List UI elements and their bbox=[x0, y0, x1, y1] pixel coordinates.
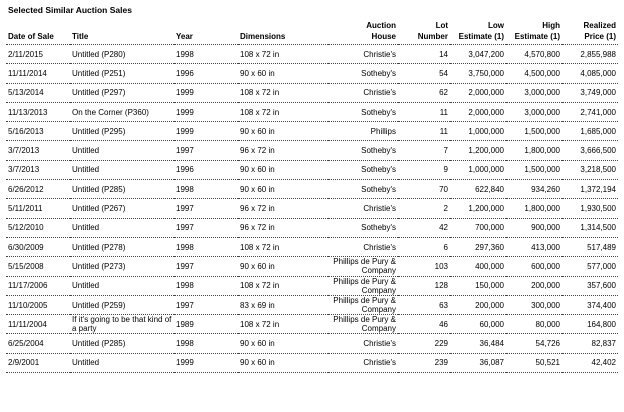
cell-title: Untitled bbox=[70, 160, 174, 179]
cell-title: Untitled (P297) bbox=[70, 83, 174, 102]
cell-lot-number: 7 bbox=[398, 141, 450, 160]
cell-dimensions: 108 x 72 in bbox=[238, 315, 328, 334]
cell-high-estimate: 4,500,000 bbox=[506, 64, 562, 83]
cell-year: 1999 bbox=[174, 122, 238, 141]
cell-year: 1998 bbox=[174, 276, 238, 295]
cell-title: Untitled (P267) bbox=[70, 199, 174, 218]
cell-realized-price: 2,855,988 bbox=[562, 45, 618, 64]
cell-lot-number: 128 bbox=[398, 276, 450, 295]
cell-year: 1999 bbox=[174, 102, 238, 121]
cell-date: 5/16/2013 bbox=[6, 122, 70, 141]
cell-realized-price: 1,372,194 bbox=[562, 180, 618, 199]
page-title: Selected Similar Auction Sales bbox=[8, 5, 132, 15]
header-title: Title bbox=[70, 14, 174, 45]
cell-lot-number: 11 bbox=[398, 122, 450, 141]
cell-realized-price: 3,666,500 bbox=[562, 141, 618, 160]
table-header-row bbox=[6, 14, 618, 45]
cell-date: 2/11/2015 bbox=[6, 45, 70, 64]
cell-high-estimate: 413,000 bbox=[506, 237, 562, 256]
header-realized-price bbox=[562, 14, 618, 45]
cell-lot-number: 6 bbox=[398, 237, 450, 256]
cell-high-estimate: 3,000,000 bbox=[506, 83, 562, 102]
cell-title: Untitled bbox=[70, 141, 174, 160]
cell-low-estimate: 1,000,000 bbox=[450, 122, 506, 141]
cell-realized-price: 3,218,500 bbox=[562, 160, 618, 179]
cell-realized-price: 1,685,000 bbox=[562, 122, 618, 141]
header-lot-line2: Number bbox=[417, 32, 448, 41]
cell-date: 5/11/2011 bbox=[6, 199, 70, 218]
cell-lot-number: 239 bbox=[398, 353, 450, 372]
cell-auction-house: Phillips de Pury & Company bbox=[328, 276, 398, 295]
cell-high-estimate: 1,800,000 bbox=[506, 199, 562, 218]
cell-low-estimate: 36,484 bbox=[450, 334, 506, 353]
cell-title: Untitled (P251) bbox=[70, 64, 174, 83]
cell-lot-number: 62 bbox=[398, 83, 450, 102]
cell-auction-house: Christie's bbox=[328, 45, 398, 64]
cell-low-estimate: 1,200,000 bbox=[450, 141, 506, 160]
cell-dimensions: 108 x 72 in bbox=[238, 102, 328, 121]
cell-lot-number: 229 bbox=[398, 334, 450, 353]
header-dimensions: Dimensions bbox=[238, 14, 328, 45]
cell-date: 5/15/2008 bbox=[6, 257, 70, 276]
cell-lot-number: 9 bbox=[398, 160, 450, 179]
cell-high-estimate: 300,000 bbox=[506, 295, 562, 314]
cell-low-estimate: 150,000 bbox=[450, 276, 506, 295]
table-row bbox=[6, 102, 618, 121]
cell-high-estimate: 1,800,000 bbox=[506, 141, 562, 160]
cell-high-estimate: 1,500,000 bbox=[506, 122, 562, 141]
table-row bbox=[6, 45, 618, 64]
cell-low-estimate: 3,047,200 bbox=[450, 45, 506, 64]
cell-dimensions: 83 x 69 in bbox=[238, 295, 328, 314]
cell-title: Untitled (P259) bbox=[70, 295, 174, 314]
cell-date: 11/13/2013 bbox=[6, 102, 70, 121]
header-low-line1: Low bbox=[488, 21, 504, 30]
cell-title: Untitled bbox=[70, 276, 174, 295]
cell-auction-house: Phillips de Pury & Company bbox=[328, 295, 398, 314]
cell-auction-house: Sotheby's bbox=[328, 64, 398, 83]
cell-title: Untitled (P285) bbox=[70, 180, 174, 199]
cell-realized-price: 164,800 bbox=[562, 315, 618, 334]
header-low-estimate bbox=[450, 14, 506, 45]
cell-date: 3/7/2013 bbox=[6, 141, 70, 160]
cell-high-estimate: 3,000,000 bbox=[506, 102, 562, 121]
cell-low-estimate: 3,750,000 bbox=[450, 64, 506, 83]
cell-low-estimate: 400,000 bbox=[450, 257, 506, 276]
cell-high-estimate: 1,500,000 bbox=[506, 160, 562, 179]
header-realized-line1: Realized bbox=[583, 21, 616, 30]
cell-year: 1997 bbox=[174, 199, 238, 218]
header-year: Year bbox=[174, 14, 238, 45]
cell-year: 1998 bbox=[174, 334, 238, 353]
cell-dimensions: 96 x 72 in bbox=[238, 218, 328, 237]
cell-lot-number: 54 bbox=[398, 64, 450, 83]
table-row bbox=[6, 295, 618, 314]
cell-low-estimate: 1,200,000 bbox=[450, 199, 506, 218]
header-lot-number bbox=[398, 14, 450, 45]
cell-lot-number: 103 bbox=[398, 257, 450, 276]
cell-realized-price: 357,600 bbox=[562, 276, 618, 295]
cell-title: Untitled (P295) bbox=[70, 122, 174, 141]
cell-low-estimate: 297,360 bbox=[450, 237, 506, 256]
cell-auction-house: Sotheby's bbox=[328, 180, 398, 199]
cell-auction-house: Phillips de Pury & Company bbox=[328, 315, 398, 334]
cell-year: 1998 bbox=[174, 180, 238, 199]
cell-lot-number: 11 bbox=[398, 102, 450, 121]
cell-date: 11/10/2005 bbox=[6, 295, 70, 314]
cell-dimensions: 96 x 72 in bbox=[238, 199, 328, 218]
table-row bbox=[6, 334, 618, 353]
cell-realized-price: 1,314,500 bbox=[562, 218, 618, 237]
cell-dimensions: 108 x 72 in bbox=[238, 276, 328, 295]
cell-year: 1997 bbox=[174, 141, 238, 160]
cell-date: 6/25/2004 bbox=[6, 334, 70, 353]
auction-sales-table bbox=[6, 14, 618, 373]
cell-auction-house: Christie's bbox=[328, 353, 398, 372]
cell-lot-number: 42 bbox=[398, 218, 450, 237]
table-row bbox=[6, 199, 618, 218]
cell-high-estimate: 54,726 bbox=[506, 334, 562, 353]
table-row bbox=[6, 64, 618, 83]
cell-low-estimate: 700,000 bbox=[450, 218, 506, 237]
cell-year: 1997 bbox=[174, 218, 238, 237]
cell-title: If it's going to be that kind of a party bbox=[70, 315, 174, 334]
cell-dimensions: 96 x 72 in bbox=[238, 141, 328, 160]
cell-low-estimate: 2,000,000 bbox=[450, 83, 506, 102]
table-row bbox=[6, 276, 618, 295]
cell-realized-price: 577,000 bbox=[562, 257, 618, 276]
cell-high-estimate: 900,000 bbox=[506, 218, 562, 237]
cell-lot-number: 2 bbox=[398, 199, 450, 218]
cell-high-estimate: 4,570,800 bbox=[506, 45, 562, 64]
table-row bbox=[6, 315, 618, 334]
table-row bbox=[6, 257, 618, 276]
cell-title: Untitled (P273) bbox=[70, 257, 174, 276]
cell-high-estimate: 600,000 bbox=[506, 257, 562, 276]
cell-dimensions: 108 x 72 in bbox=[238, 45, 328, 64]
cell-low-estimate: 1,000,000 bbox=[450, 160, 506, 179]
table-body bbox=[6, 45, 618, 373]
cell-lot-number: 63 bbox=[398, 295, 450, 314]
table-row bbox=[6, 160, 618, 179]
cell-high-estimate: 50,521 bbox=[506, 353, 562, 372]
cell-auction-house: Sotheby's bbox=[328, 218, 398, 237]
cell-year: 1998 bbox=[174, 237, 238, 256]
cell-low-estimate: 2,000,000 bbox=[450, 102, 506, 121]
cell-year: 1996 bbox=[174, 160, 238, 179]
cell-dimensions: 108 x 72 in bbox=[238, 83, 328, 102]
cell-date: 11/11/2014 bbox=[6, 64, 70, 83]
cell-dimensions: 90 x 60 in bbox=[238, 180, 328, 199]
table-row bbox=[6, 122, 618, 141]
cell-auction-house: Sotheby's bbox=[328, 102, 398, 121]
cell-auction-house: Sotheby's bbox=[328, 160, 398, 179]
cell-title: Untitled (P280) bbox=[70, 45, 174, 64]
cell-low-estimate: 36,087 bbox=[450, 353, 506, 372]
cell-date: 3/7/2013 bbox=[6, 160, 70, 179]
cell-auction-house: Christie's bbox=[328, 199, 398, 218]
cell-title: Untitled bbox=[70, 353, 174, 372]
cell-title: Untitled (P278) bbox=[70, 237, 174, 256]
cell-realized-price: 1,930,500 bbox=[562, 199, 618, 218]
cell-year: 1989 bbox=[174, 315, 238, 334]
cell-low-estimate: 60,000 bbox=[450, 315, 506, 334]
cell-low-estimate: 200,000 bbox=[450, 295, 506, 314]
cell-auction-house: Phillips bbox=[328, 122, 398, 141]
table-row bbox=[6, 353, 618, 372]
cell-lot-number: 46 bbox=[398, 315, 450, 334]
cell-year: 1996 bbox=[174, 64, 238, 83]
cell-date: 2/9/2001 bbox=[6, 353, 70, 372]
cell-date: 5/12/2010 bbox=[6, 218, 70, 237]
cell-low-estimate: 622,840 bbox=[450, 180, 506, 199]
cell-dimensions: 90 x 60 in bbox=[238, 334, 328, 353]
header-realized-line2: Price (1) bbox=[584, 32, 616, 41]
cell-dimensions: 90 x 60 in bbox=[238, 353, 328, 372]
cell-year: 1998 bbox=[174, 45, 238, 64]
cell-realized-price: 517,489 bbox=[562, 237, 618, 256]
header-high-line1: High bbox=[542, 21, 560, 30]
cell-year: 1999 bbox=[174, 353, 238, 372]
header-low-line2: Estimate (1) bbox=[458, 32, 504, 41]
table-row bbox=[6, 237, 618, 256]
cell-realized-price: 82,837 bbox=[562, 334, 618, 353]
cell-auction-house: Christie's bbox=[328, 334, 398, 353]
cell-dimensions: 108 x 72 in bbox=[238, 237, 328, 256]
cell-title: Untitled (P285) bbox=[70, 334, 174, 353]
cell-auction-house: Sotheby's bbox=[328, 141, 398, 160]
table-row bbox=[6, 83, 618, 102]
cell-lot-number: 14 bbox=[398, 45, 450, 64]
cell-date: 11/17/2006 bbox=[6, 276, 70, 295]
cell-date: 6/26/2012 bbox=[6, 180, 70, 199]
cell-realized-price: 3,749,000 bbox=[562, 83, 618, 102]
table-row bbox=[6, 141, 618, 160]
cell-high-estimate: 200,000 bbox=[506, 276, 562, 295]
cell-year: 1999 bbox=[174, 83, 238, 102]
cell-auction-house: Christie's bbox=[328, 237, 398, 256]
cell-auction-house: Christie's bbox=[328, 83, 398, 102]
header-auction-house-line2: House bbox=[371, 32, 396, 41]
table-row bbox=[6, 218, 618, 237]
header-auction-house-line1: Auction bbox=[366, 21, 396, 30]
cell-year: 1997 bbox=[174, 257, 238, 276]
cell-title: On the Corner (P360) bbox=[70, 102, 174, 121]
cell-lot-number: 70 bbox=[398, 180, 450, 199]
header-date: Date of Sale bbox=[6, 14, 70, 45]
cell-year: 1997 bbox=[174, 295, 238, 314]
cell-date: 5/13/2014 bbox=[6, 83, 70, 102]
header-lot-line1: Lot bbox=[435, 21, 448, 30]
cell-date: 11/11/2004 bbox=[6, 315, 70, 334]
cell-date: 6/30/2009 bbox=[6, 237, 70, 256]
cell-auction-house: Phillips de Pury & Company bbox=[328, 257, 398, 276]
header-high-estimate bbox=[506, 14, 562, 45]
cell-dimensions: 90 x 60 in bbox=[238, 64, 328, 83]
cell-realized-price: 374,400 bbox=[562, 295, 618, 314]
cell-dimensions: 90 x 60 in bbox=[238, 160, 328, 179]
header-high-line2: Estimate (1) bbox=[514, 32, 560, 41]
cell-realized-price: 2,741,000 bbox=[562, 102, 618, 121]
cell-realized-price: 42,402 bbox=[562, 353, 618, 372]
cell-high-estimate: 80,000 bbox=[506, 315, 562, 334]
header-auction-house bbox=[328, 14, 398, 45]
table-row bbox=[6, 180, 618, 199]
cell-high-estimate: 934,260 bbox=[506, 180, 562, 199]
cell-title: Untitled bbox=[70, 218, 174, 237]
cell-dimensions: 90 x 60 in bbox=[238, 122, 328, 141]
cell-realized-price: 4,085,000 bbox=[562, 64, 618, 83]
cell-dimensions: 90 x 60 in bbox=[238, 257, 328, 276]
